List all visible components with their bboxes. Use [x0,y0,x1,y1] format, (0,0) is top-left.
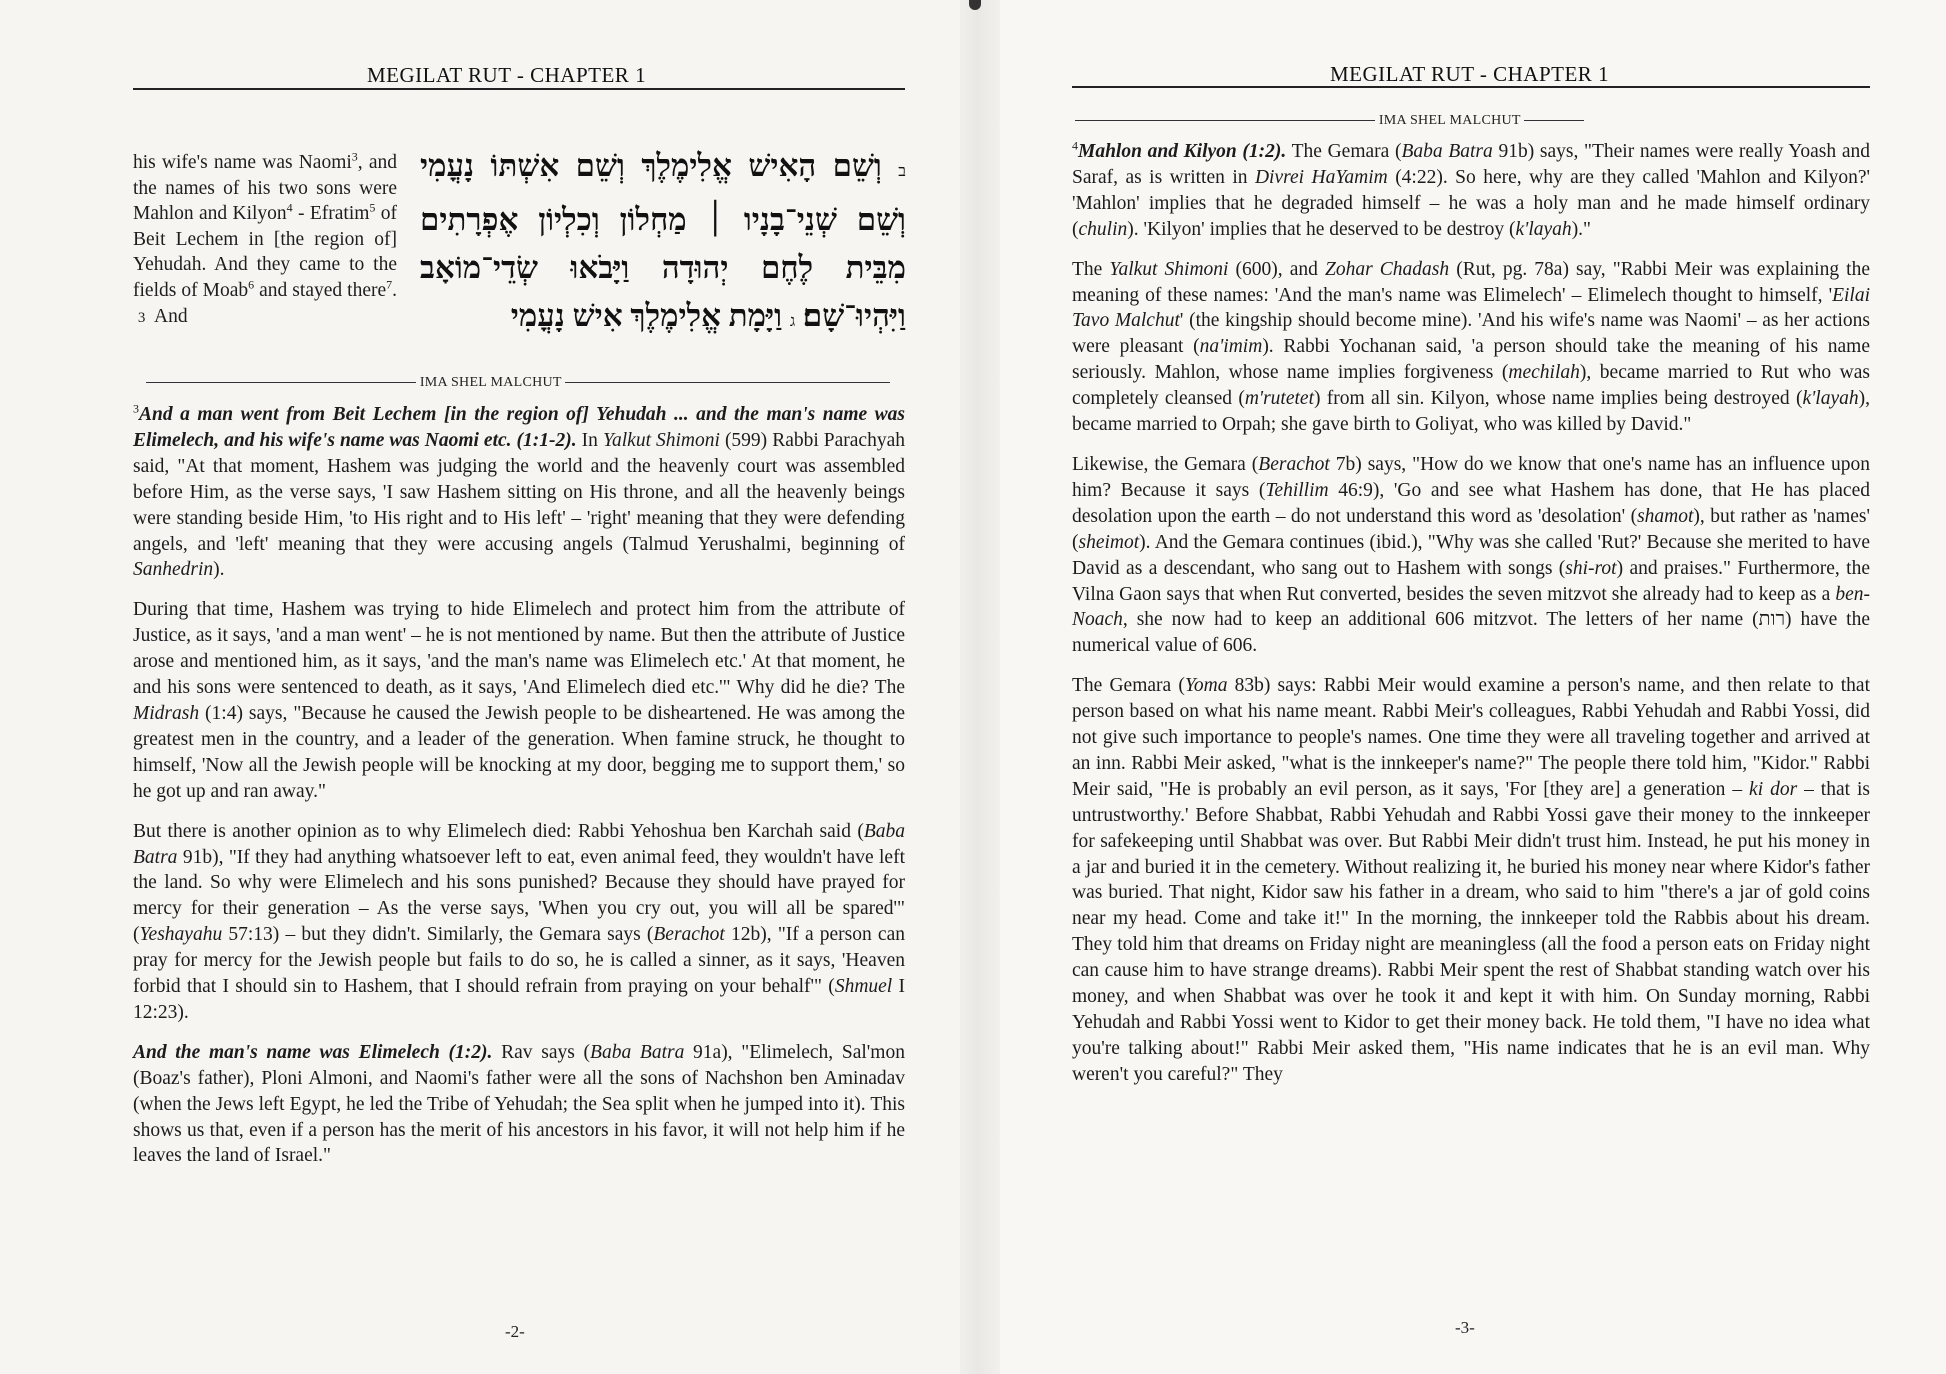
paragraph: But there is another opinion as to why Elimelech died: Rabbi Yehoshua ben Karchah said (Baba Batra 91b), "If they had anything whatsoever left to eat, even animal feed, they wouldn't have left the land. So why were Elimelech and his sons punished? Because they should have prayed for mercy for their generation – As the verse says, 'When you cry out, you will all be spared'" (Yeshayahu 57:13) – but they didn't. Similarly, the Gemara says (Berachot 12b), "If a person can pray for mercy for the Jewish people but fails to do so, he is called a sinner, as it says, 'Heaven forbid that I should sin to Hashem, that I should refrain from praying on your behalf'" (Shmuel I 12:23). [133,820,906,1023]
running-title: IMA SHEL MALCHUT [146,375,890,391]
page-header: MEGILAT RUT - CHAPTER 1 [367,63,647,87]
running-title: IMA SHEL MALCHUT [1075,113,1584,129]
paragraph: During that time, Hashem was trying to hide Elimelech and protect him from the attribute of Justice, as it says, 'and a man went' – he is not mentioned by name. But then the attribute of Justice arose and mentioned him, as it says, 'and the man's name was Elimelech etc.' At that moment, he and his sons were sentenced to death, as it says, 'And Elimelech died etc.'" Why did he die? The Midrash (1:4) says, "Because he caused the Jewish people to be disheartened. He was among the greatest men in the country, and a leader of the generation. When famine struck, he thought to himself, 'Now all the Jewish people will be knocking at my door, begging me to support them,' so he got up and ran away." [133,599,905,802]
header-rule [1072,86,1870,88]
header-rule [133,88,905,90]
commentary-body [1072,139,1870,1102]
paragraph: The Gemara (Yoma 83b) says: Rabbi Meir would examine a person's name, and then relate to that person based on what his name meant. Rabbi Meir's colleagues, Rabbi Yehudah and Rabbi Yossi, did not give such importance to people's names. One time they were all traveling together and arrived at an inn. Rabbi Meir asked, "what is the innkeeper's name?" The people there told him, "Kidor." Rabbi Meir said, "He is probably an evil person, as it says, 'For [they are] a generation – ki dor – that is untrustworthy.' Before Shabbat, Rabbi Yehudah and Rabbi Yossi gave their money to the innkeeper for safekeeping until Shabbat was over. But Rabbi Meir didn't trust him. Instead, he put his money in a jar and buried it in the cemetery. Without realizing it, he buried his money near where Kidor's father was buried. That night, Kidor saw his father in a dream, who said to him "there's a jar of gold coins near my head. Come and take it!" In the morning, the innkeeper told the Rabbis about his dream. They told him that dreams on Friday night are meaningless (all the food a person eats on Friday night can cause him to have strange dreams). Rabbi Meir spent the rest of Shabbat standing watch over his money, and when Shabbat was over he took it and kept it with him. On Sunday morning, Rabbi Yehudah and Rabbi Yossi went to Kidor to get their money back. He told them, "I have no idea what you're talking about!" Rabbi Meir asked them, "His name indicates that he is an evil man. Why weren't you careful?" They [1072,675,1870,1085]
verse-hebrew-text: ב וְשֵׁם הָאִישׁ אֱלִימֶלֶךְ וְשֵׁם אִשְׁתּוֹ נָעֳמִי וְשֵׁם שְׁנֵי־בָנָיו ׀ מַחְלוֹן וְכִלְיוֹן אֶפְרָתִים מִבֵּית לֶחֶם יְהוּדָה וַיָּבֹאוּ שְׂדֵי־מוֹאָב וַיִּהְיוּ־שָׁם׃ ג וַיָּמָת אֱלִימֶלֶךְ אִישׁ נָעֳמִי [420,148,906,333]
paragraph: $^3$And a man went from Beit Lechem [in the region of] Yehudah ... and the man's name was Elimelech, and his wife's name was Naomi etc. (1:1-2). In Yalkut Shimoni (599) Rabbi Parachyah said, "At that moment, Hashem was judging the world and the heavenly court was assembled before Him, as the verse says, 'I saw Hashem sitting on His throne, and all the heavenly beings were standing beside Him, 'to His right and to His left' – 'right' meaning that they were defending angels, and 'left' meaning that they were accusing angels (Talmud Yerushalmi, beginning of Sanhedrin). [133,401,905,581]
paragraph: Likewise, the Gemara (Berachot 7b) says, "How do we know that one's name has an influence upon him? Because it says (Tehillim 46:9), 'Go and see what Hashem has done, that He has placed desolation upon the earth – do not understand this word as 'desolation' (shamot), but rather as 'names' (sheimot). And the Gemara continues (ibid.), "Why was she called 'Rut?' Because she merited to have David as a descendant, who sang out to Hashem with songs (shi-rot) and praises." Furthermore, the Vilna Gaon says that when Rut converted, besides the seven mitzvot she already had to keep as a ben-Noach, she now had to keep an additional 606 mitzvot. The letters of her name (רות) have the numerical value of 606. [1072,453,1871,657]
paragraph: The Yalkut Shimoni (600), and Zohar Chadash (Rut, pg. 78a) say, "Rabbi Meir was explaining the meaning of these names: 'And the man's name was Elimelech' – Elimelech thought to himself, 'Eilai Tavo Malchut' (the kingship should become mine). 'And his wife's name was Naomi' – as her actions were pleasant (na'imim). Rabbi Yochanan said, 'a person should take the meaning of his name seriously. Mahlon, whose name implies forgiveness (mechilah), became married to Rut who was completely cleansed (m'rutetet) from all sin. Kilyon, whose name implies being destroyed (k'layah), became married to Orpah; she gave birth to Goliyat, who was killed by David." [1072,258,1871,436]
left-page [0,0,960,1374]
commentary-body [133,402,905,1183]
paragraph: $^4$Mahlon and Kilyon (1:2). The Gemara (Baba Batra 91b) says, "Their names were really Yoash and Saraf, as is written in Divrei HaYamim (4:22). So here, why are they called 'Mahlon and Kilyon?' 'Mahlon' implies that he degraded himself – he was a holy man and he made himself ordinary (chulin). 'Kilyon' implies that he deserved to be destroy (k'layah)." [1072,138,1871,240]
page-number: -2- [505,1322,525,1341]
verse-english-translation: his wife's name was Naomi$^3$, and the names of his two sons were Mahlon and Kilyon$^4$ - Efratim$^5$ of Beit Lechem in [the region of] Yehudah. And they came to the fields of Moab$^6$ and stayed there$^7$. 3 And [133,149,397,327]
paragraph: And the man's name was Elimelech (1:2). Rav says (Baba Batra 91a), "Elimelech, Sal'mon (Boaz's father), Ploni Almoni, and Naomi's father were all the sons of Nachshon ben Aminadav (when the Jews left Egypt, he led the Tribe of Yehudah; the Sea split when he jumped into it). This shows us that, even if a person has the merit of his ancestors in his favor, it will not help him if he leaves the land of Israel." [133,1041,905,1167]
right-page [1000,0,1946,1374]
page-number: -3- [1455,1318,1475,1337]
book-gutter [955,0,1005,1374]
page-header: MEGILAT RUT - CHAPTER 1 [1330,62,1610,86]
